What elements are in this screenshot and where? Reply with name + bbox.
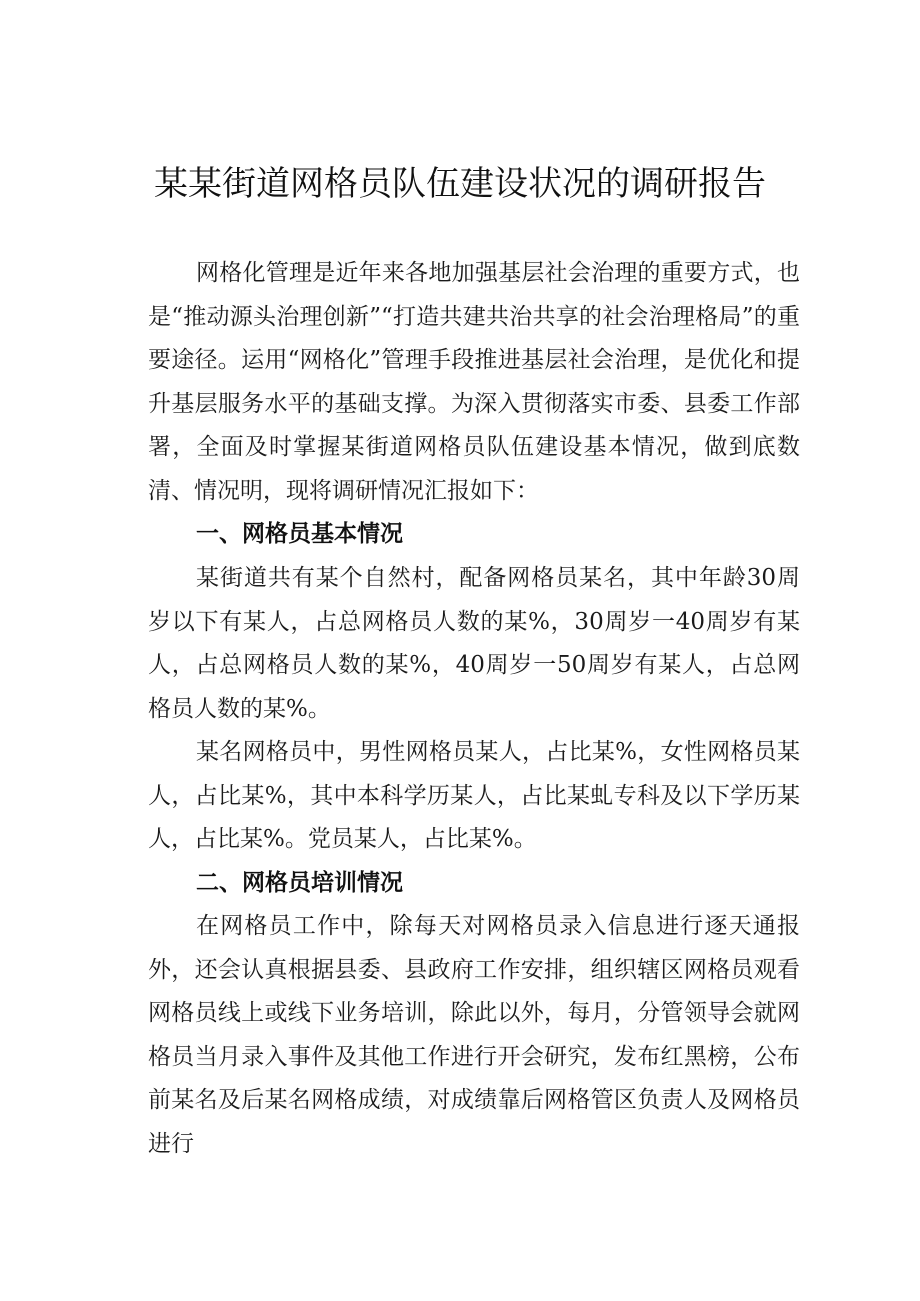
section-heading-basic-info: 一、网格员基本情况 [196, 521, 403, 547]
basic-info-paragraph-1: 某街道共有某个自然村，配备网格员某名，其中年龄30周岁以下有某人，占总网格员人数的某%，30周岁一40周岁有某人，占总网格员人数的某%，40周岁一50周岁有某人，占总网格员人数的某%。 [148, 565, 800, 722]
document-title: 某某街道网格员队伍建设状况的调研报告 [154, 164, 766, 204]
section-heading-training: 二、网格员培训情况 [196, 870, 403, 896]
intro-paragraph: 网格化管理是近年来各地加强基层社会治理的重要方式，也是“推动源头治理创新”“打造共建共治共享的社会治理格局”的重要途径。运用“网格化”管理手段推进基层社会治理，是优化和提升基层服务水平的基础支撑。为深入贯彻落实市委、县委工作部署，全面及时掌握某街道网格员队伍建设基本情况，做到底数清、情况明，现将调研情况汇报如下： [148, 260, 800, 504]
basic-info-paragraph-2: 某名网格员中，男性网格员某人，占比某%，女性网格员某人，占比某%，其中本科学历某人，占比某虬专科及以下学历某人，占比某%。党员某人，占比某%。 [148, 739, 800, 853]
training-paragraph-1: 在网格员工作中，除每天对网格员录入信息进行逐天通报外，还会认真根据县委、县政府工作安排，组织辖区网格员观看网格员线上或线下业务培训，除此以外，每月，分管领导会就网格员当月录入事件及其他工作进行开会研究，发布红黑榜，公布前某名及后某名网格成绩，对成绩靠后网格管区负责人及网格员进行 [148, 913, 800, 1157]
